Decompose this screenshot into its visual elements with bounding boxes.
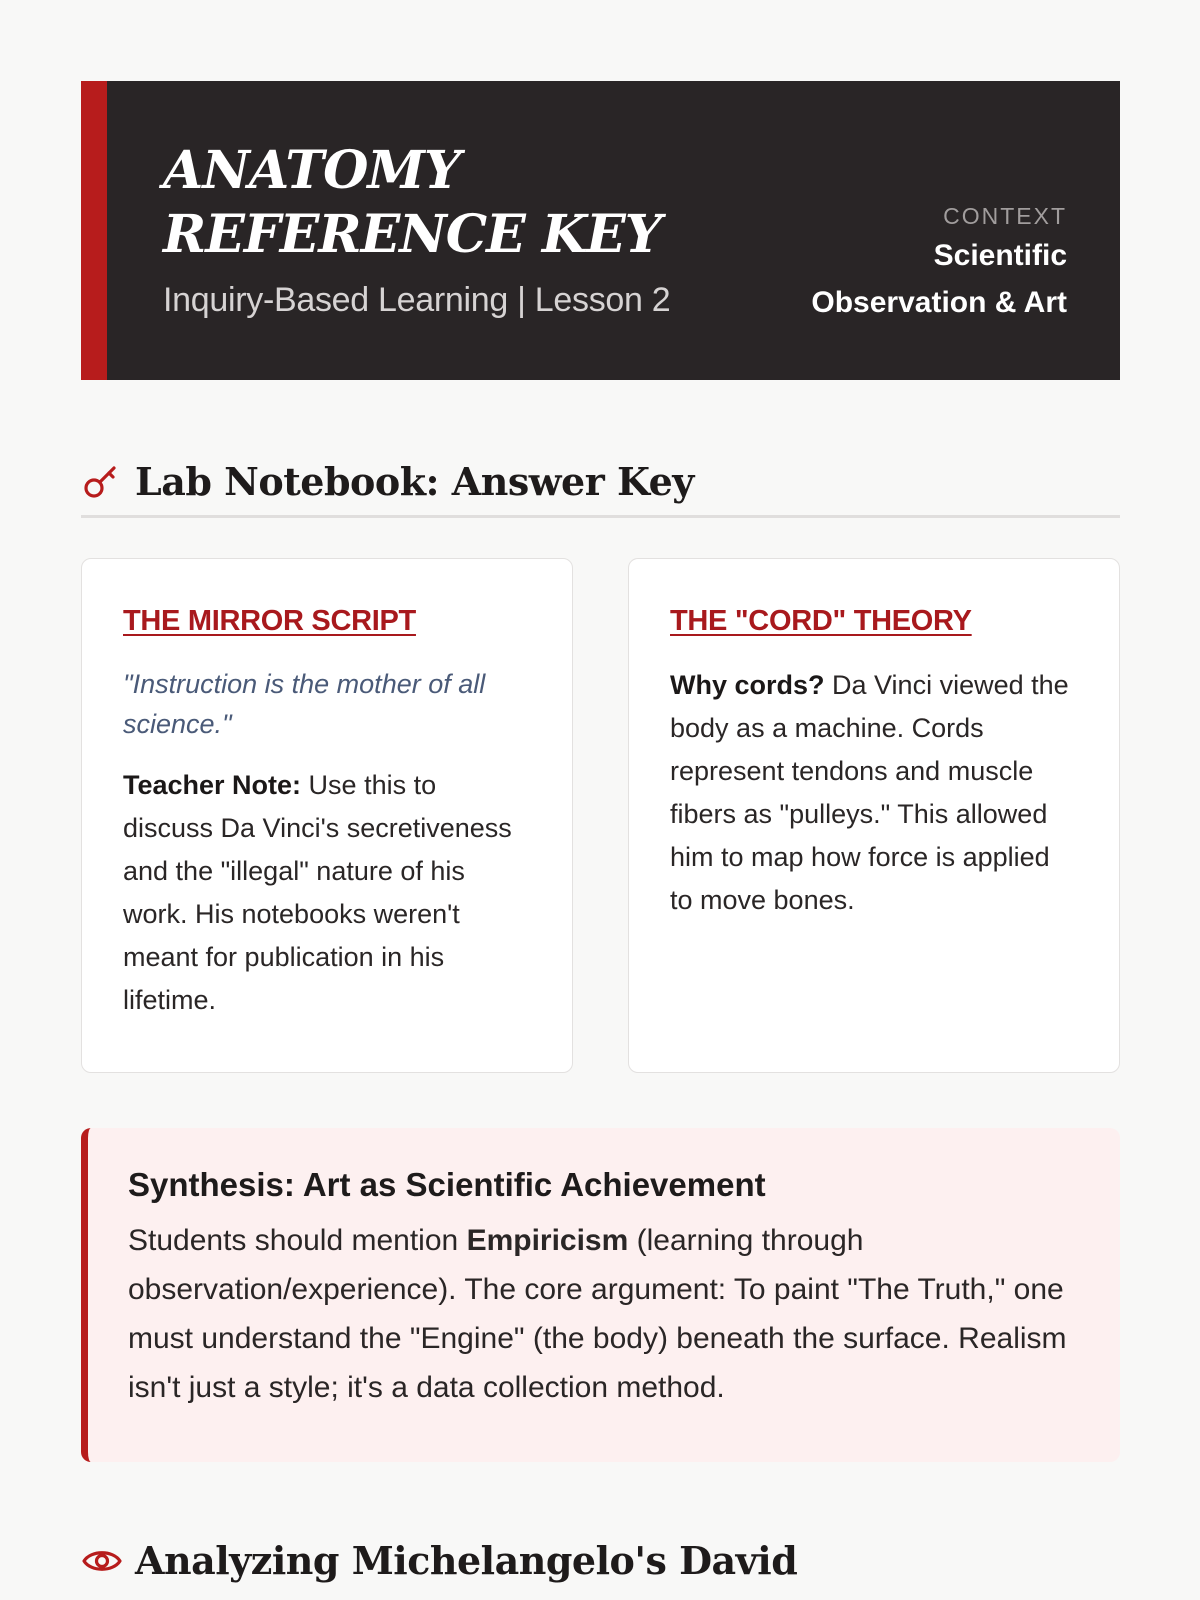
title-line-2: REFERENCE KEY [163, 204, 661, 265]
synthesis-text-before: Students should mention [128, 1224, 467, 1257]
synthesis-emphasis: Empiricism [466, 1224, 629, 1257]
teacher-note-label: Teacher Note: [123, 770, 302, 800]
card-cord-theory [628, 558, 1120, 1073]
card-body [123, 764, 532, 1022]
synthesis-callout [81, 1128, 1120, 1462]
card-mirror-script [81, 558, 573, 1073]
page-header [81, 81, 1120, 380]
card-body [670, 664, 1079, 922]
card-title: THE "CORD" THEORY [670, 605, 972, 637]
key-icon [81, 461, 123, 503]
card-quote: "Instruction is the mother of all science." [123, 669, 486, 739]
cord-label: Why cords? [670, 670, 825, 700]
title-line-1: ANATOMY [163, 140, 461, 201]
context-block [811, 203, 1067, 326]
page-subtitle: Inquiry-Based Learning | Lesson 2 [163, 281, 671, 319]
context-label: CONTEXT [943, 203, 1067, 229]
context-value-line-1: Scientific [933, 239, 1067, 272]
card-title: THE MIRROR SCRIPT [123, 605, 416, 637]
context-value-line-2: Observation & Art [811, 286, 1067, 319]
section-title: Analyzing Michelangelo's David [135, 1538, 798, 1583]
synthesis-body [128, 1216, 1080, 1412]
synthesis-text-after: (learning through observation/experience). The core argument: To paint "The Truth," one must understand the "Engine" (the body) beneath the surface. Realism isn't just a style; it's a data collection method. [128, 1224, 1067, 1404]
section-heading-answer-key [81, 448, 1120, 518]
section-heading-david [81, 1538, 1120, 1583]
synthesis-title: Synthesis: Art as Scientific Achievement [128, 1166, 766, 1203]
eye-icon [81, 1540, 123, 1582]
section-title: Lab Notebook: Answer Key [135, 459, 694, 504]
page-title [163, 139, 661, 267]
teacher-note-text: Use this to discuss Da Vinci's secretiveness and the "illegal" nature of his work. His notebooks weren't meant for publication in his lifetime. [123, 770, 512, 1015]
cord-text: Da Vinci viewed the body as a machine. Cords represent tendons and muscle fibers as "pulleys." This allowed him to map how force is applied to move bones. [670, 670, 1069, 915]
